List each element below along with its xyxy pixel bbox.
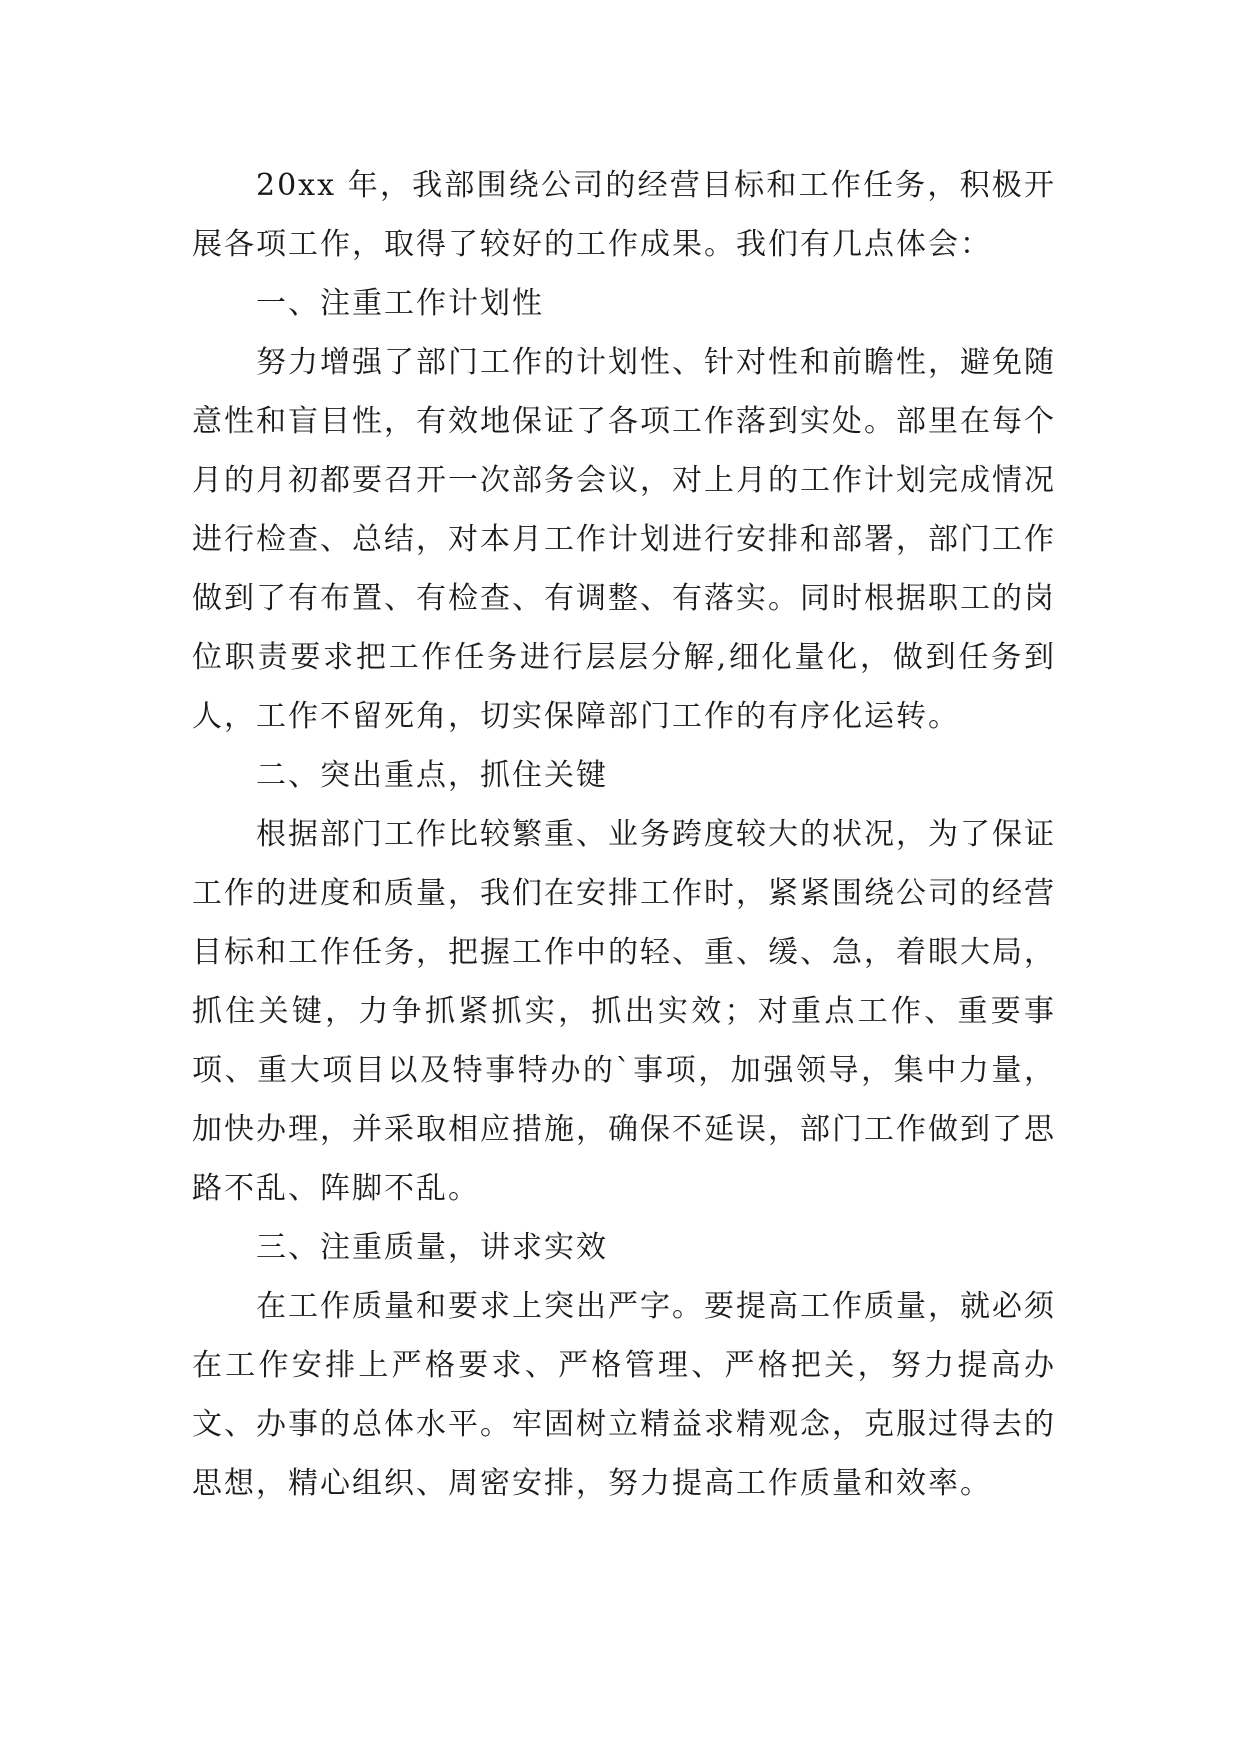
- section-body-1: 努力增强了部门工作的计划性、针对性和前瞻性，避免随意性和盲目性，有效地保证了各项工作落到实处。部里在每个月的月初都要召开一次部务会议，对上月的工作计划完成情况进行检查、总结，对本月工作计划进行安排和部署，部门工作做到了有布置、有检查、有调整、有落实。同时根据职工的岗位职责要求把工作任务进行层层分解,细化量化，做到任务到人，工作不留死角，切实保障部门工作的有序化运转。: [192, 345, 1056, 734]
- section-heading-2: 二、突出重点，抓住关键: [256, 758, 608, 793]
- section-body-3: 在工作质量和要求上突出严字。要提高工作质量，就必须在工作安排上严格要求、严格管理、严格把关，努力提高办文、办事的总体水平。牢固树立精益求精观念，克服过得去的思想，精心组织、周密安排，努力提高工作质量和效率。: [192, 1289, 1056, 1501]
- section-heading-3: 三、注重质量，讲求实效: [256, 1230, 608, 1265]
- section-heading-1: 一、注重工作计划性: [256, 286, 544, 321]
- section-body-2: 根据部门工作比较繁重、业务跨度较大的状况，为了保证工作的进度和质量，我们在安排工作时，紧紧围绕公司的经营目标和工作任务，把握工作中的轻、重、缓、急，着眼大局，抓住关键，力争抓紧抓实，抓出实效；对重点工作、重要事项、重大项目以及特事特办的`事项，加强领导，集中力量，加快办理，并采取相应措施，确保不延误，部门工作做到了思路不乱、阵脚不乱。: [192, 817, 1056, 1206]
- document-body: [192, 156, 1056, 1513]
- intro-paragraph: 20xx 年，我部围绕公司的经营目标和工作任务，积极开展各项工作，取得了较好的工作成果。我们有几点体会：: [192, 168, 1056, 262]
